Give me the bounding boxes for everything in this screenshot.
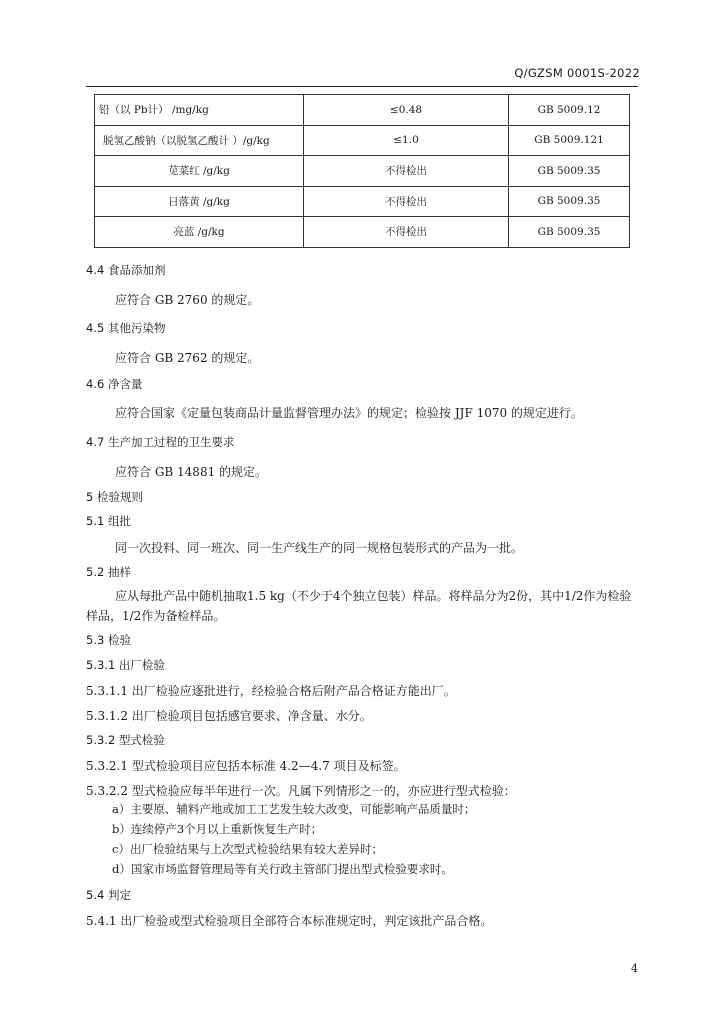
- table-cell-limit: ≤0.48: [304, 95, 509, 126]
- list-item: c）出厂检验结果与上次型式检验结果有较大差异时；: [112, 842, 383, 856]
- section-heading-4-6: 4.6 净含量: [86, 377, 143, 391]
- section-heading-5-3-1: 5.3.1 出厂检验: [86, 658, 165, 672]
- limits-table: [94, 94, 630, 248]
- section-text-4-7: 应符合 GB 14881 的规定。: [115, 465, 268, 479]
- table-cell-limit: ≤1.0: [304, 125, 509, 156]
- table-cell-item: 苋菜红 /g/kg: [95, 156, 304, 187]
- list-item: a）主要原、辅料产地或加工工艺发生较大改变，可能影响产品质量时；: [112, 802, 476, 816]
- section-text-5-1: 同一次投料、同一班次、同一生产线生产的同一规格包装形式的产品为一批。: [115, 541, 524, 555]
- clause-5-3-1-1: 5.3.1.1 出厂检验应逐批进行，经检验合格后附产品合格证方能出厂。: [86, 684, 456, 698]
- table-cell-method: GB 5009.121: [509, 125, 630, 156]
- table-cell-item: 亮蓝 /g/kg: [95, 217, 304, 248]
- table-cell-limit: 不得检出: [304, 156, 509, 187]
- table-cell-method: GB 5009.35: [509, 156, 630, 187]
- section-heading-4-7: 4.7 生产加工过程的卫生要求: [86, 435, 235, 449]
- header-rule: [86, 86, 638, 87]
- section-heading-5-3-2: 5.3.2 型式检验: [86, 733, 165, 747]
- table-row: [95, 156, 630, 187]
- section-heading-5-3: 5.3 检验: [86, 633, 131, 647]
- table-cell-item: 日落黄 /g/kg: [95, 186, 304, 217]
- section-text-5-2: 应从每批产品中随机抽取1.5 kg（不少于4个独立包装）样品。将样品分为2份，其中1/2作为检验样品，1/2作为备检样品。: [86, 589, 632, 623]
- list-item: b）连续停产3个月以上重新恢复生产时；: [112, 822, 323, 836]
- table-row: [95, 125, 630, 156]
- section-text-4-4: 应符合 GB 2760 的规定。: [115, 293, 260, 307]
- section-heading-5: 5 检验规则: [86, 490, 143, 504]
- table-cell-method: GB 5009.35: [509, 217, 630, 248]
- clause-5-4-1: 5.4.1 出厂检验或型式检验项目全部符合本标准规定时，判定该批产品合格。: [86, 914, 493, 928]
- section-heading-5-2: 5.2 抽样: [86, 565, 131, 579]
- page-number: 4: [631, 962, 638, 975]
- table-cell-limit: 不得检出: [304, 186, 509, 217]
- table-cell-item: 铅（以 Pb计） /mg/kg: [95, 95, 304, 126]
- table-row: [95, 95, 630, 126]
- clause-5-3-2-2: 5.3.2.2 型式检验应每半年进行一次。凡属下列情形之一的，亦应进行型式检验：: [86, 784, 516, 798]
- clause-5-3-2-1: 5.3.2.1 型式检验项目应包括本标准 4.2—4.7 项目及标签。: [86, 759, 406, 773]
- section-heading-4-4: 4.4 食品添加剂: [86, 263, 166, 277]
- standard-code: Q/GZSM 0001S-2022: [514, 66, 640, 80]
- clause-5-3-1-2: 5.3.1.2 出厂检验项目包括感官要求、净含量、水分。: [86, 709, 372, 723]
- table-row: [95, 186, 630, 217]
- table-row: [95, 217, 630, 248]
- table-cell-method: GB 5009.35: [509, 186, 630, 217]
- table-cell-limit: 不得检出: [304, 217, 509, 248]
- table-cell-method: GB 5009.12: [509, 95, 630, 126]
- section-heading-5-1: 5.1 组批: [86, 514, 131, 528]
- table-cell-item: 脱氢乙酸钠（以脱氢乙酸计 ）/g/kg: [95, 125, 304, 156]
- section-text-4-6: 应符合国家《定量包装商品计量监督管理办法》的规定；检验按 JJF 1070 的规定进行。: [115, 406, 583, 420]
- section-heading-5-4: 5.4 判定: [86, 888, 131, 902]
- section-text-4-5: 应符合 GB 2762 的规定。: [115, 351, 260, 365]
- section-heading-4-5: 4.5 其他污染物: [86, 321, 166, 335]
- list-item: d）国家市场监督管理局等有关行政主管部门提出型式检验要求时。: [112, 862, 453, 876]
